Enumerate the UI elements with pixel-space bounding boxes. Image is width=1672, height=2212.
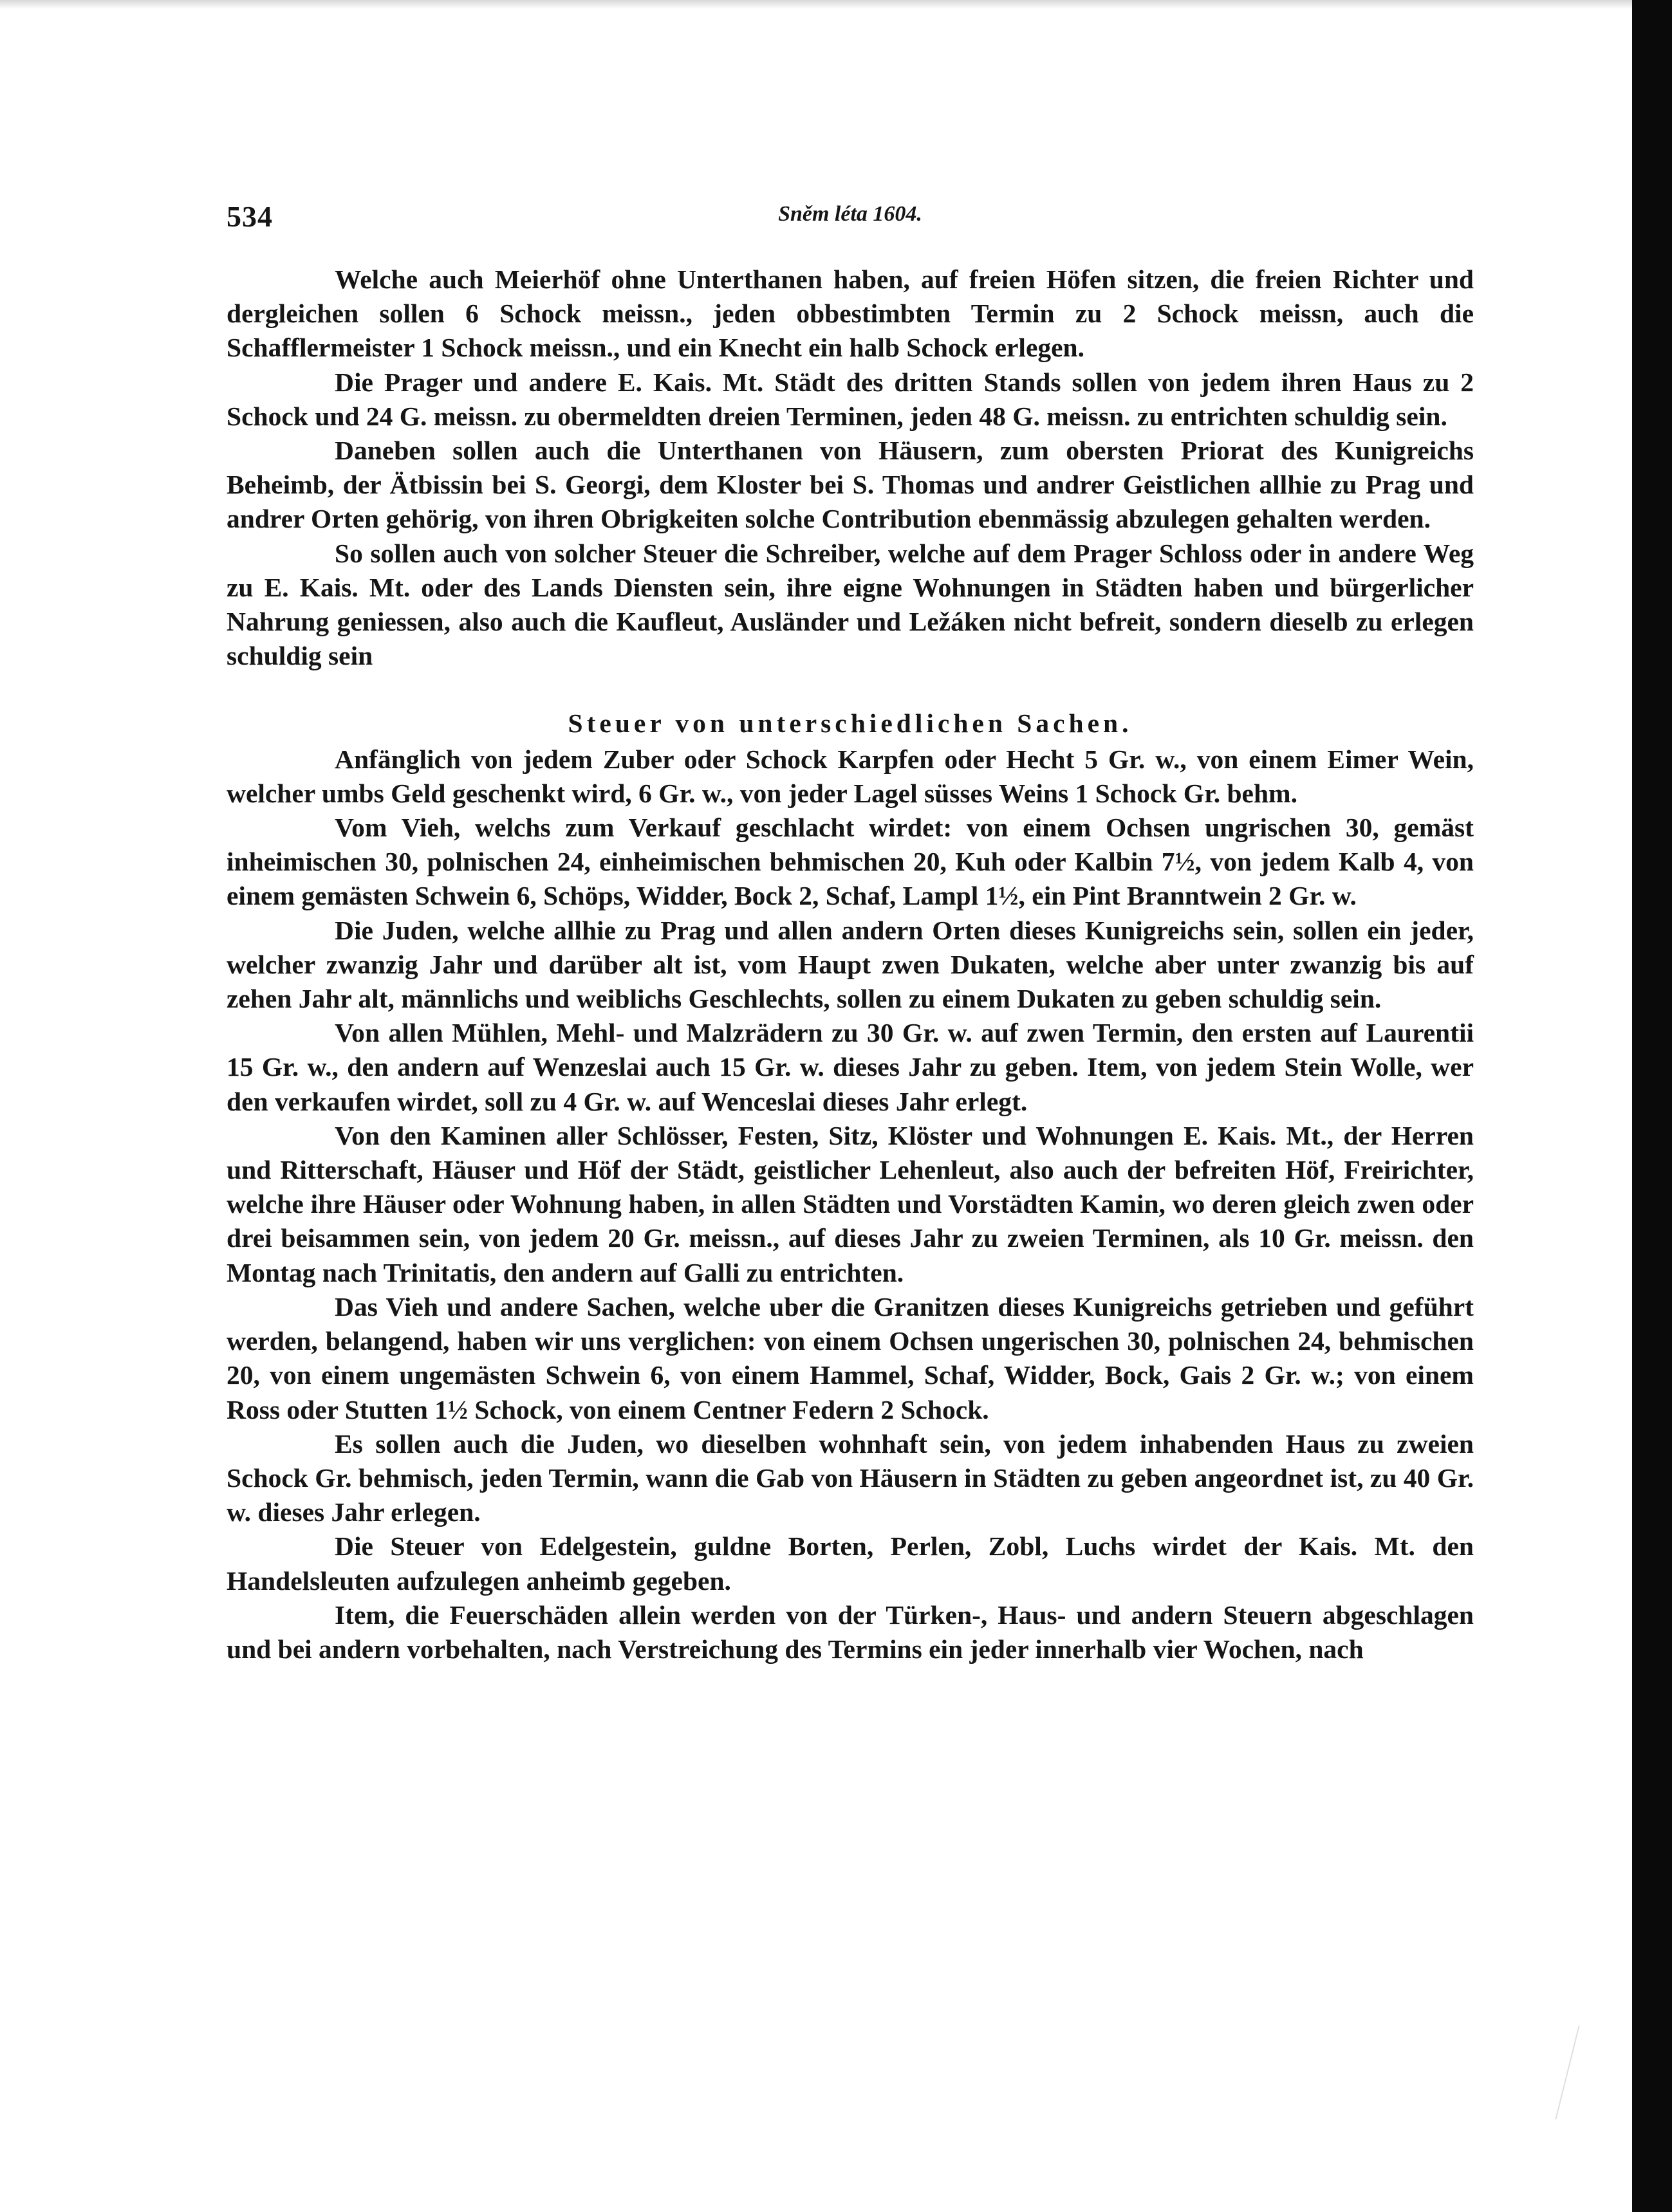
paper-scratch-mark bbox=[1555, 2025, 1598, 2124]
section-heading: Steuer von unterschiedlichen Sachen. bbox=[568, 708, 1133, 739]
paragraph: Es sollen auch die Juden, wo dieselben wohnhaft sein, von jedem inhabenden Haus zu zweien Schock Gr. behmisch, jeden Termin, wann die Gab von Häusern in Städten zu geben angeordnet ist, zu 40 Gr. w. dieses Jahr erlegen. bbox=[227, 1428, 1474, 1527]
paragraph: Die Prager und andere E. Kais. Mt. Städt des dritten Stands sollen von jedem ihren Haus zu 2 Schock und 24 G. meissn. zu obermeldten dreien Terminen, jeden 48 G. meissn. zu entrichten schuldig sein. bbox=[227, 367, 1474, 431]
paragraph: Welche auch Meierhöf ohne Unterthanen haben, auf freien Höfen sitzen, die freien Richter und dergleichen sollen 6 Schock meissn., jeden obbestimbten Termin zu 2 Schock meissn, auch die Schafflermeister 1 Schock meissn., und ein Knecht ein halb Schock erlegen. bbox=[227, 264, 1474, 363]
paragraph: Vom Vieh, welchs zum Verkauf geschlacht wirdet: von einem Ochsen ungrischen 30, gemäst inheimischen 30, polnischen 24, einheimischen behmischen 20, Kuh oder Kalbin 7½, von jedem Kalb 4, von einem gemästen Schwein 6, Schöps, Widder, Bock 2, Schaf, Lampl 1½, ein Pint Branntwein 2 Gr. w. bbox=[227, 813, 1474, 911]
page-body bbox=[227, 263, 1474, 1666]
paragraph: Von den Kaminen aller Schlösser, Festen, Sitz, Klöster und Wohnungen E. Kais. Mt., der Herren und Ritterschaft, Häuser und Höf der Städt, geistlicher Lehenleut, also auch der befreiten Höf, Freirichter, welche ihre Häuser oder Wohnung haben, in allen Städten und Vorstädten Kamin, wo deren gleich zwen oder drei beisammen sein, von jedem 20 Gr. meissn., auf dieses Jahr zu zweien Terminen, als 10 Gr. meissn. den Montag nach Trinitatis, den andern auf Galli zu entrichten. bbox=[227, 1120, 1474, 1287]
page-header bbox=[227, 193, 1474, 244]
paragraph: Daneben sollen auch die Unterthanen von Häusern, zum obersten Priorat des Kunigreichs Beheimb, der Ätbissin bei S. Georgi, dem Kloster bei S. Thomas und andrer Geistlichen allhie zu Prag und andrer Orten gehörig, von ihren Obrigkeiten solche Contribution ebenmässig abzulegen gehalten werden. bbox=[227, 436, 1474, 534]
paragraph: Von allen Mühlen, Mehl- und Malzrädern zu 30 Gr. w. auf zwen Termin, den ersten auf Laurentii 15 Gr. w., den andern auf Wenzeslai auch 15 Gr. w. dieses Jahr zu geben. Item, von jedem Stein Wolle, wer den verkaufen wirdet, soll zu 4 Gr. w. auf Wenceslai dieses Jahr erlegt. bbox=[227, 1018, 1474, 1116]
running-head: Sněm léta 1604. bbox=[778, 202, 922, 226]
paragraph: Die Steuer von Edelgestein, guldne Borten, Perlen, Zobl, Luchs wirdet der Kais. Mt. den Handelsleuten aufzulegen anheimb gegeben. bbox=[227, 1531, 1474, 1596]
page-number: 534 bbox=[227, 200, 273, 233]
paragraph: Item, die Feuerschäden allein werden von der Türken-, Haus- und andern Steuern abgeschlagen und bei andern vorbehalten, nach Verstreichung des Termins ein jeder innerhalb vier Wochen, nach bbox=[227, 1599, 1474, 1664]
paragraph: Das Vieh und andere Sachen, welche uber die Granitzen dieses Kunigreichs getrieben und geführt werden, belangend, haben wir uns verglichen: von einem Ochsen ungerischen 30, polnischen 24, behmischen 20, von einem ungemästen Schwein 6, von einem Hammel, Schaf, Widder, Bock, Gais 2 Gr. w.; von einem Ross oder Stutten 1½ Schock, von einem Centner Federn 2 Schock. bbox=[227, 1291, 1474, 1424]
paragraph: Die Juden, welche allhie zu Prag und allen andern Orten dieses Kunigreichs sein, sollen ein jeder, welcher zwanzig Jahr und darüber alt ist, vom Haupt zwen Dukaten, welche aber unter zwanzig bis auf zehen Jahr alt, männlichs und weiblichs Geschlechts, sollen zu einem Dukaten zu geben schuldig sein. bbox=[227, 915, 1474, 1014]
paragraph: Anfänglich von jedem Zuber oder Schock Karpfen oder Hecht 5 Gr. w., von einem Eimer Wein, welcher umbs Geld geschenkt wird, 6 Gr. w., von jeder Lagel süsses Weins 1 Schock Gr. behm. bbox=[227, 744, 1474, 808]
paragraph: So sollen auch von solcher Steuer die Schreiber, welche auf dem Prager Schloss oder in andere Weg zu E. Kais. Mt. oder des Lands Diensten sein, ihre eigne Wohnungen in Städten haben und bürgerlicher Nahrung geniessen, also auch die Kaufleut, Ausländer und Ležáken nicht befreit, sondern dieselb zu erlegen schuldig sein bbox=[227, 538, 1474, 671]
scan-right-border bbox=[1632, 0, 1672, 2212]
scan-top-shadow bbox=[0, 0, 1672, 9]
